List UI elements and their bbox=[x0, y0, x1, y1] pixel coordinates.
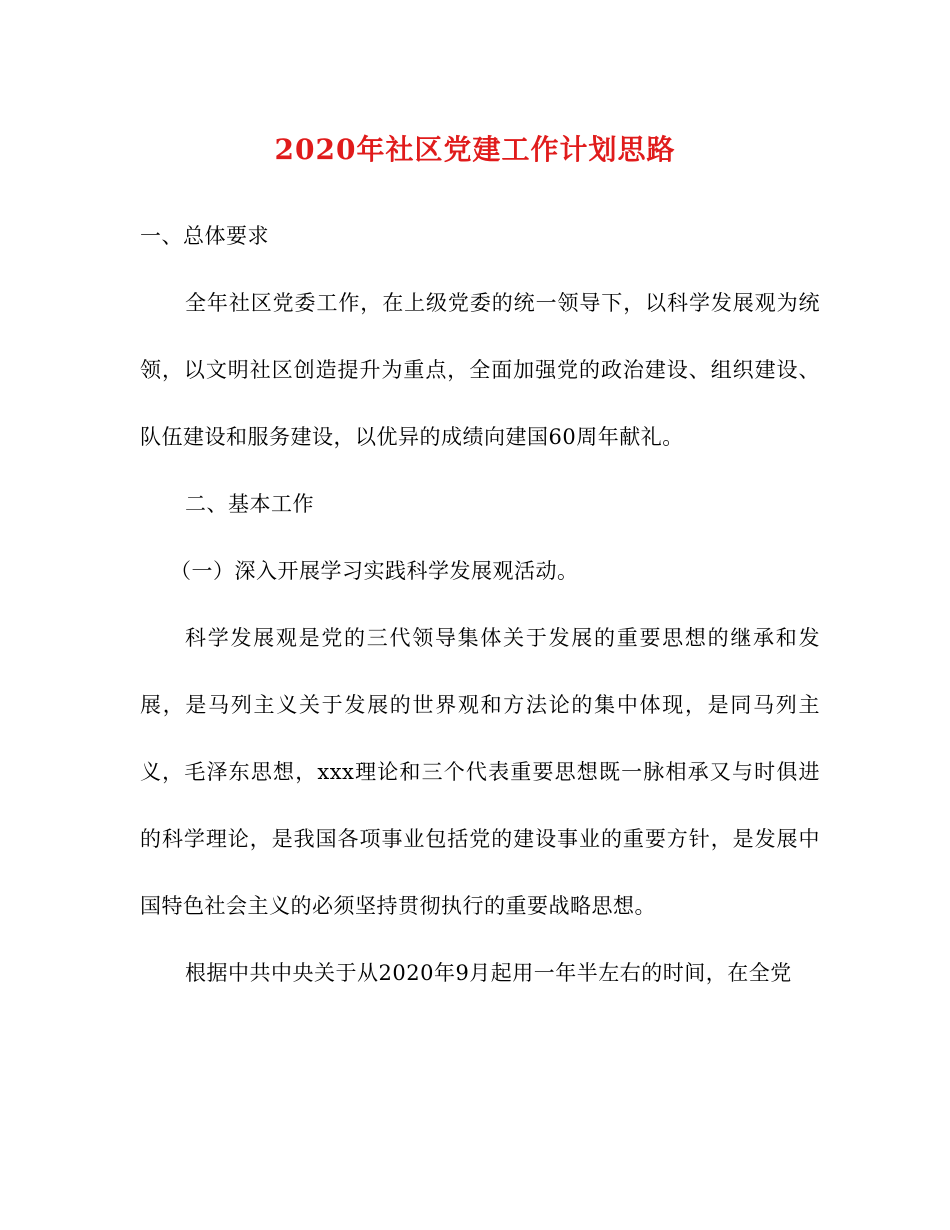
section-heading-general-requirements: 一、总体要求 bbox=[140, 224, 269, 248]
paragraph-scientific-development: 科学发展观是党的三代领导集体关于发展的重要思想的继承和发展，是马列主义关于发展的世界观和方法论的集中体现，是同马列主义，毛泽东思想，xxx理论和三个代表重要思想既一脉相承又与时俱进的科学理论，是我国各项事业包括党的建设事业的重要方针，是发展中国特色社会主义的必须坚持贯彻执行的重要战略思想。 bbox=[140, 626, 820, 918]
paragraph-general-requirements: 全年社区党委工作，在上级党委的统一领导下，以科学发展观为统领，以文明社区创造提升为重点，全面加强党的政治建设、组织建设、队伍建设和服务建设，以优异的成绩向建国60周年献礼。 bbox=[140, 291, 820, 449]
document-body bbox=[140, 203, 820, 1007]
paragraph-central-committee: 根据中共中央关于从2020年9月起用一年半左右的时间，在全党 bbox=[185, 961, 792, 985]
section-heading-basic-work: 二、基本工作 bbox=[185, 492, 314, 516]
subsection-heading-scientific-development: （一）深入开展学习实践科学发展观活动。 bbox=[170, 559, 579, 583]
document-title: 2020年社区党建工作计划思路 bbox=[274, 133, 676, 166]
